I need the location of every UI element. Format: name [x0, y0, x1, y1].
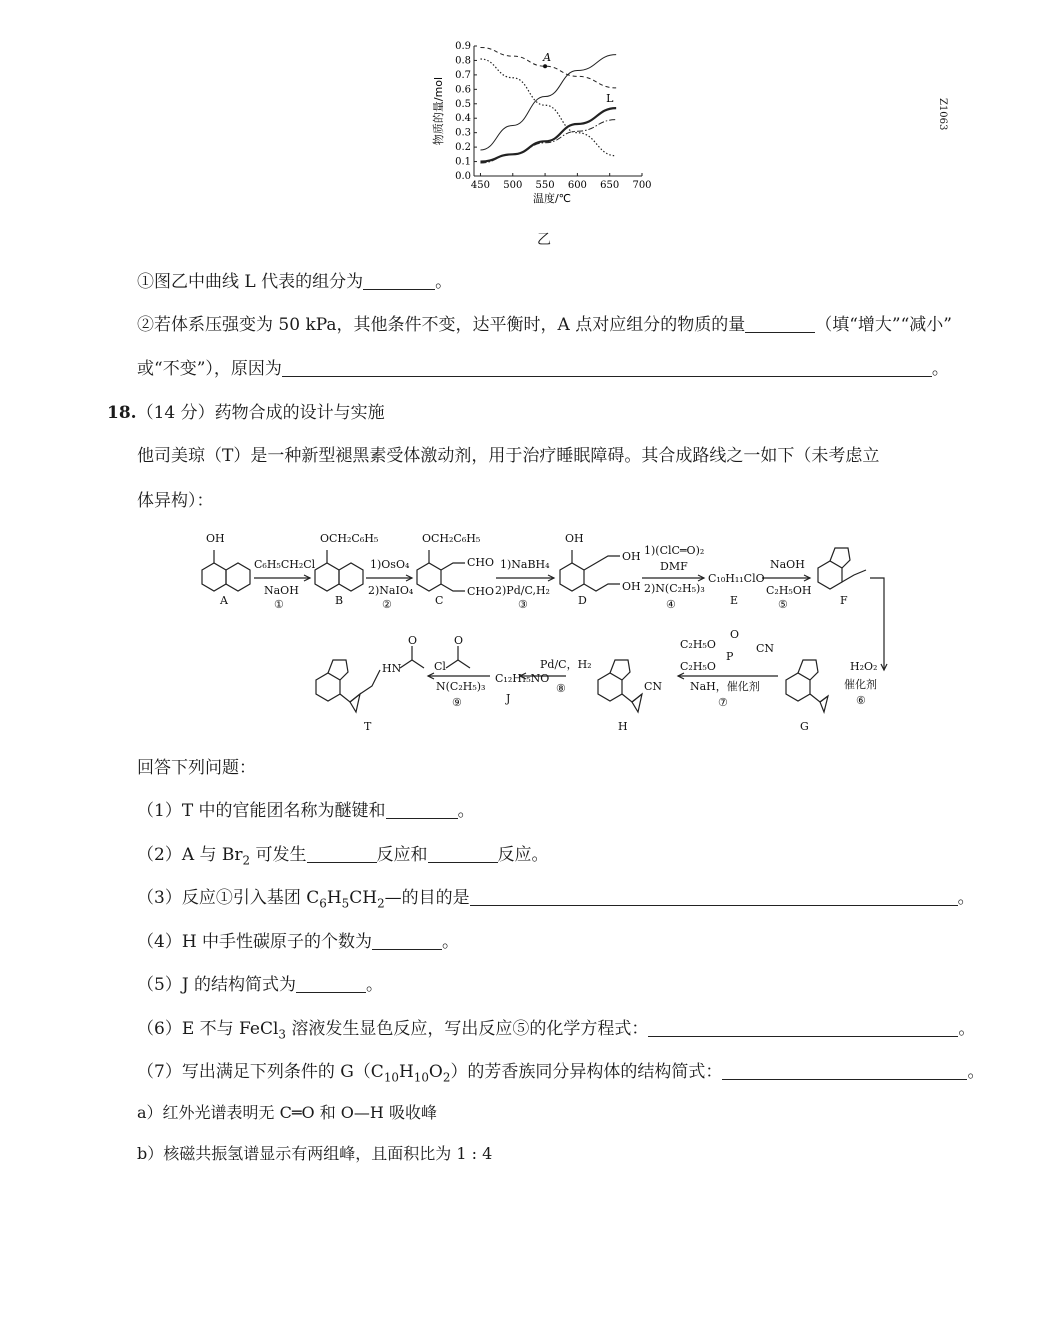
answer-blank[interactable]: [282, 358, 932, 377]
r8-num: ⑧: [556, 682, 566, 695]
q18-part4: （4）H 中手性碳原子的个数为 。: [137, 932, 460, 952]
answer-intro: 回答下列问题：: [137, 758, 256, 778]
x-tick-label: 650: [600, 180, 620, 191]
q18-part6: （6）E 不与 FeCl$_3$ 溶液发生显色反应，写出反应⑤的化学方程式： 。: [137, 1019, 976, 1042]
y-tick-label: 0.8: [455, 55, 471, 67]
y-tick-label: 0.4: [455, 113, 471, 125]
series-line-3: [480, 108, 616, 161]
B-substituent: OCH₂C₆H₅: [320, 532, 379, 545]
answer-blank[interactable]: [648, 1018, 958, 1037]
D-oh3: OH: [622, 580, 641, 593]
y-axis-label: 物质的量/mol: [432, 76, 445, 146]
r6-bot: 催化剂: [844, 678, 877, 691]
label-A: A: [220, 594, 228, 607]
r3-num: ③: [518, 598, 528, 611]
y-tick-label: 0.1: [455, 156, 471, 168]
q17-line3: 或“不变”），原因为 。: [137, 359, 949, 379]
figure-caption: 乙: [537, 232, 551, 248]
r7-num: ⑦: [718, 696, 728, 709]
y-tick-label: 0.3: [455, 127, 471, 139]
condition-a: a）红外光谱表明无 C═O 和 O—H 吸收峰: [137, 1103, 437, 1122]
answer-blank[interactable]: [296, 974, 366, 993]
y-tick-label: 0.7: [455, 69, 471, 81]
r5-top: NaOH: [770, 558, 805, 571]
r7-reag2: C₂H₅O: [680, 660, 716, 673]
r7-bot: NaH，催化剂: [690, 680, 760, 693]
r4-mid: DMF: [660, 560, 688, 573]
label-B: B: [335, 594, 344, 607]
side-code: Z1063: [937, 98, 948, 131]
C-cho2: CHO: [467, 585, 495, 598]
q18-part5: （5）J 的结构简式为 。: [137, 975, 384, 995]
y-tick-label: 0.5: [455, 98, 471, 110]
T-O: O: [408, 634, 418, 647]
r1-top: C₆H₅CH₂Cl: [254, 558, 316, 571]
r9-num: ⑨: [452, 696, 462, 709]
label-T: T: [364, 720, 372, 733]
label-J: J: [506, 692, 511, 705]
answer-blank[interactable]: [470, 887, 958, 906]
r5-bot: C₂H₅OH: [766, 584, 812, 597]
condition-b: b）核磁共振氢谱显示有两组峰，且面积比为 1 : 4: [137, 1144, 493, 1163]
r7-O: O: [730, 628, 740, 641]
J-formula: C₁₂H₁₅NO: [495, 672, 550, 685]
x-axis-label: 温度/℃: [532, 192, 572, 205]
q18-part1: （1）T 中的官能团名称为醚键和 。: [137, 801, 475, 821]
q18-heading: 18.（14 分）药物合成的设计与实施: [107, 403, 385, 423]
label-C: C: [435, 594, 444, 607]
x-tick-label: 500: [503, 180, 523, 191]
r6-top: H₂O₂: [850, 660, 878, 673]
answer-blank[interactable]: [363, 271, 435, 290]
y-tick-label: 0.0: [455, 171, 471, 182]
E-formula: C₁₀H₁₁ClO: [708, 572, 765, 585]
A-substituent: OH: [206, 532, 225, 545]
q18-part7: （7）写出满足下列条件的 $G(C_{10}H_{10}O_2)$的芳香族同分异构体的结构简式： 。: [137, 1062, 985, 1085]
r3-top: 1)NaBH₄: [500, 558, 550, 571]
label-F: F: [840, 594, 848, 607]
x-tick-label: 550: [535, 180, 555, 191]
r9-O: O: [454, 634, 464, 647]
y-tick-label: 0.9: [455, 41, 471, 52]
r4-top: 1)(ClC═O)₂: [644, 544, 705, 557]
answer-blank[interactable]: [372, 931, 442, 950]
q18-intro2: 体异构）：: [137, 491, 214, 511]
r5-num: ⑤: [778, 598, 788, 611]
r3-bot: 2)Pd/C,H₂: [495, 584, 550, 597]
answer-blank[interactable]: [428, 844, 498, 863]
x-tick-label: 450: [470, 180, 491, 191]
r9-bot: N(C₂H₅)₃: [436, 680, 486, 693]
x-tick-label: 600: [567, 180, 587, 191]
figure-chart: [420, 30, 670, 210]
q18-intro1: 他司美琼（T）是一种新型褪黑素受体激动剂，用于治疗睡眠障碍。其合成路线之一如下（未考虑立: [137, 446, 880, 466]
label-H: H: [618, 720, 628, 733]
series-label: L: [606, 92, 614, 106]
T-HN: HN: [382, 662, 402, 675]
q17-line2: ②若体系压强变为 50 kPa，其他条件不变，达平衡时，A 点对应组分的物质的量 （填“增大”“减小”: [137, 315, 952, 335]
point-A-label: A: [543, 51, 552, 65]
q18-part3: （3）反应①引入基团 $C_6H_5CH_2—$的目的是 。: [137, 888, 975, 911]
r6-num: ⑥: [856, 694, 866, 707]
answer-blank[interactable]: [386, 800, 458, 819]
r2-top: 1)OsO₄: [370, 558, 410, 571]
y-tick-label: 0.6: [455, 84, 471, 96]
C-cho1: CHO: [467, 556, 495, 569]
series-line-1: [480, 55, 616, 150]
r1-bot: NaOH: [264, 584, 299, 597]
r7-P: P: [726, 650, 734, 663]
answer-blank[interactable]: [307, 844, 377, 863]
C-substituent: OCH₂C₆H₅: [422, 532, 481, 545]
D-oh1: OH: [565, 532, 584, 545]
r4-bot: 2)N(C₂H₅)₃: [644, 582, 705, 595]
q17-line1: ①图乙中曲线 L 代表的组分为 。: [137, 272, 453, 292]
r2-bot: 2)NaIO₄: [368, 584, 414, 597]
r9-Cl: Cl: [434, 660, 446, 673]
x-tick-label: 700: [632, 180, 652, 191]
label-G: G: [800, 720, 809, 733]
q18-part2: （2）A 与 $Br_2$ 可发生 反应和 反应。: [137, 845, 549, 868]
y-tick-label: 0.2: [455, 142, 471, 154]
D-oh2: OH: [622, 550, 641, 563]
H-cn: CN: [644, 680, 663, 693]
point-A: [543, 64, 547, 68]
r1-num: ①: [274, 598, 284, 611]
label-E: E: [730, 594, 739, 607]
answer-blank[interactable]: [745, 314, 815, 333]
r8-top: Pd/C，H₂: [540, 658, 592, 671]
answer-blank[interactable]: [722, 1061, 967, 1080]
synthesis-scheme: [190, 520, 910, 740]
label-D: D: [578, 594, 587, 607]
r7-CN: CN: [756, 642, 775, 655]
r2-num: ②: [382, 598, 392, 611]
r7-reag1: C₂H₅O: [680, 638, 716, 651]
r4-num: ④: [666, 598, 676, 611]
